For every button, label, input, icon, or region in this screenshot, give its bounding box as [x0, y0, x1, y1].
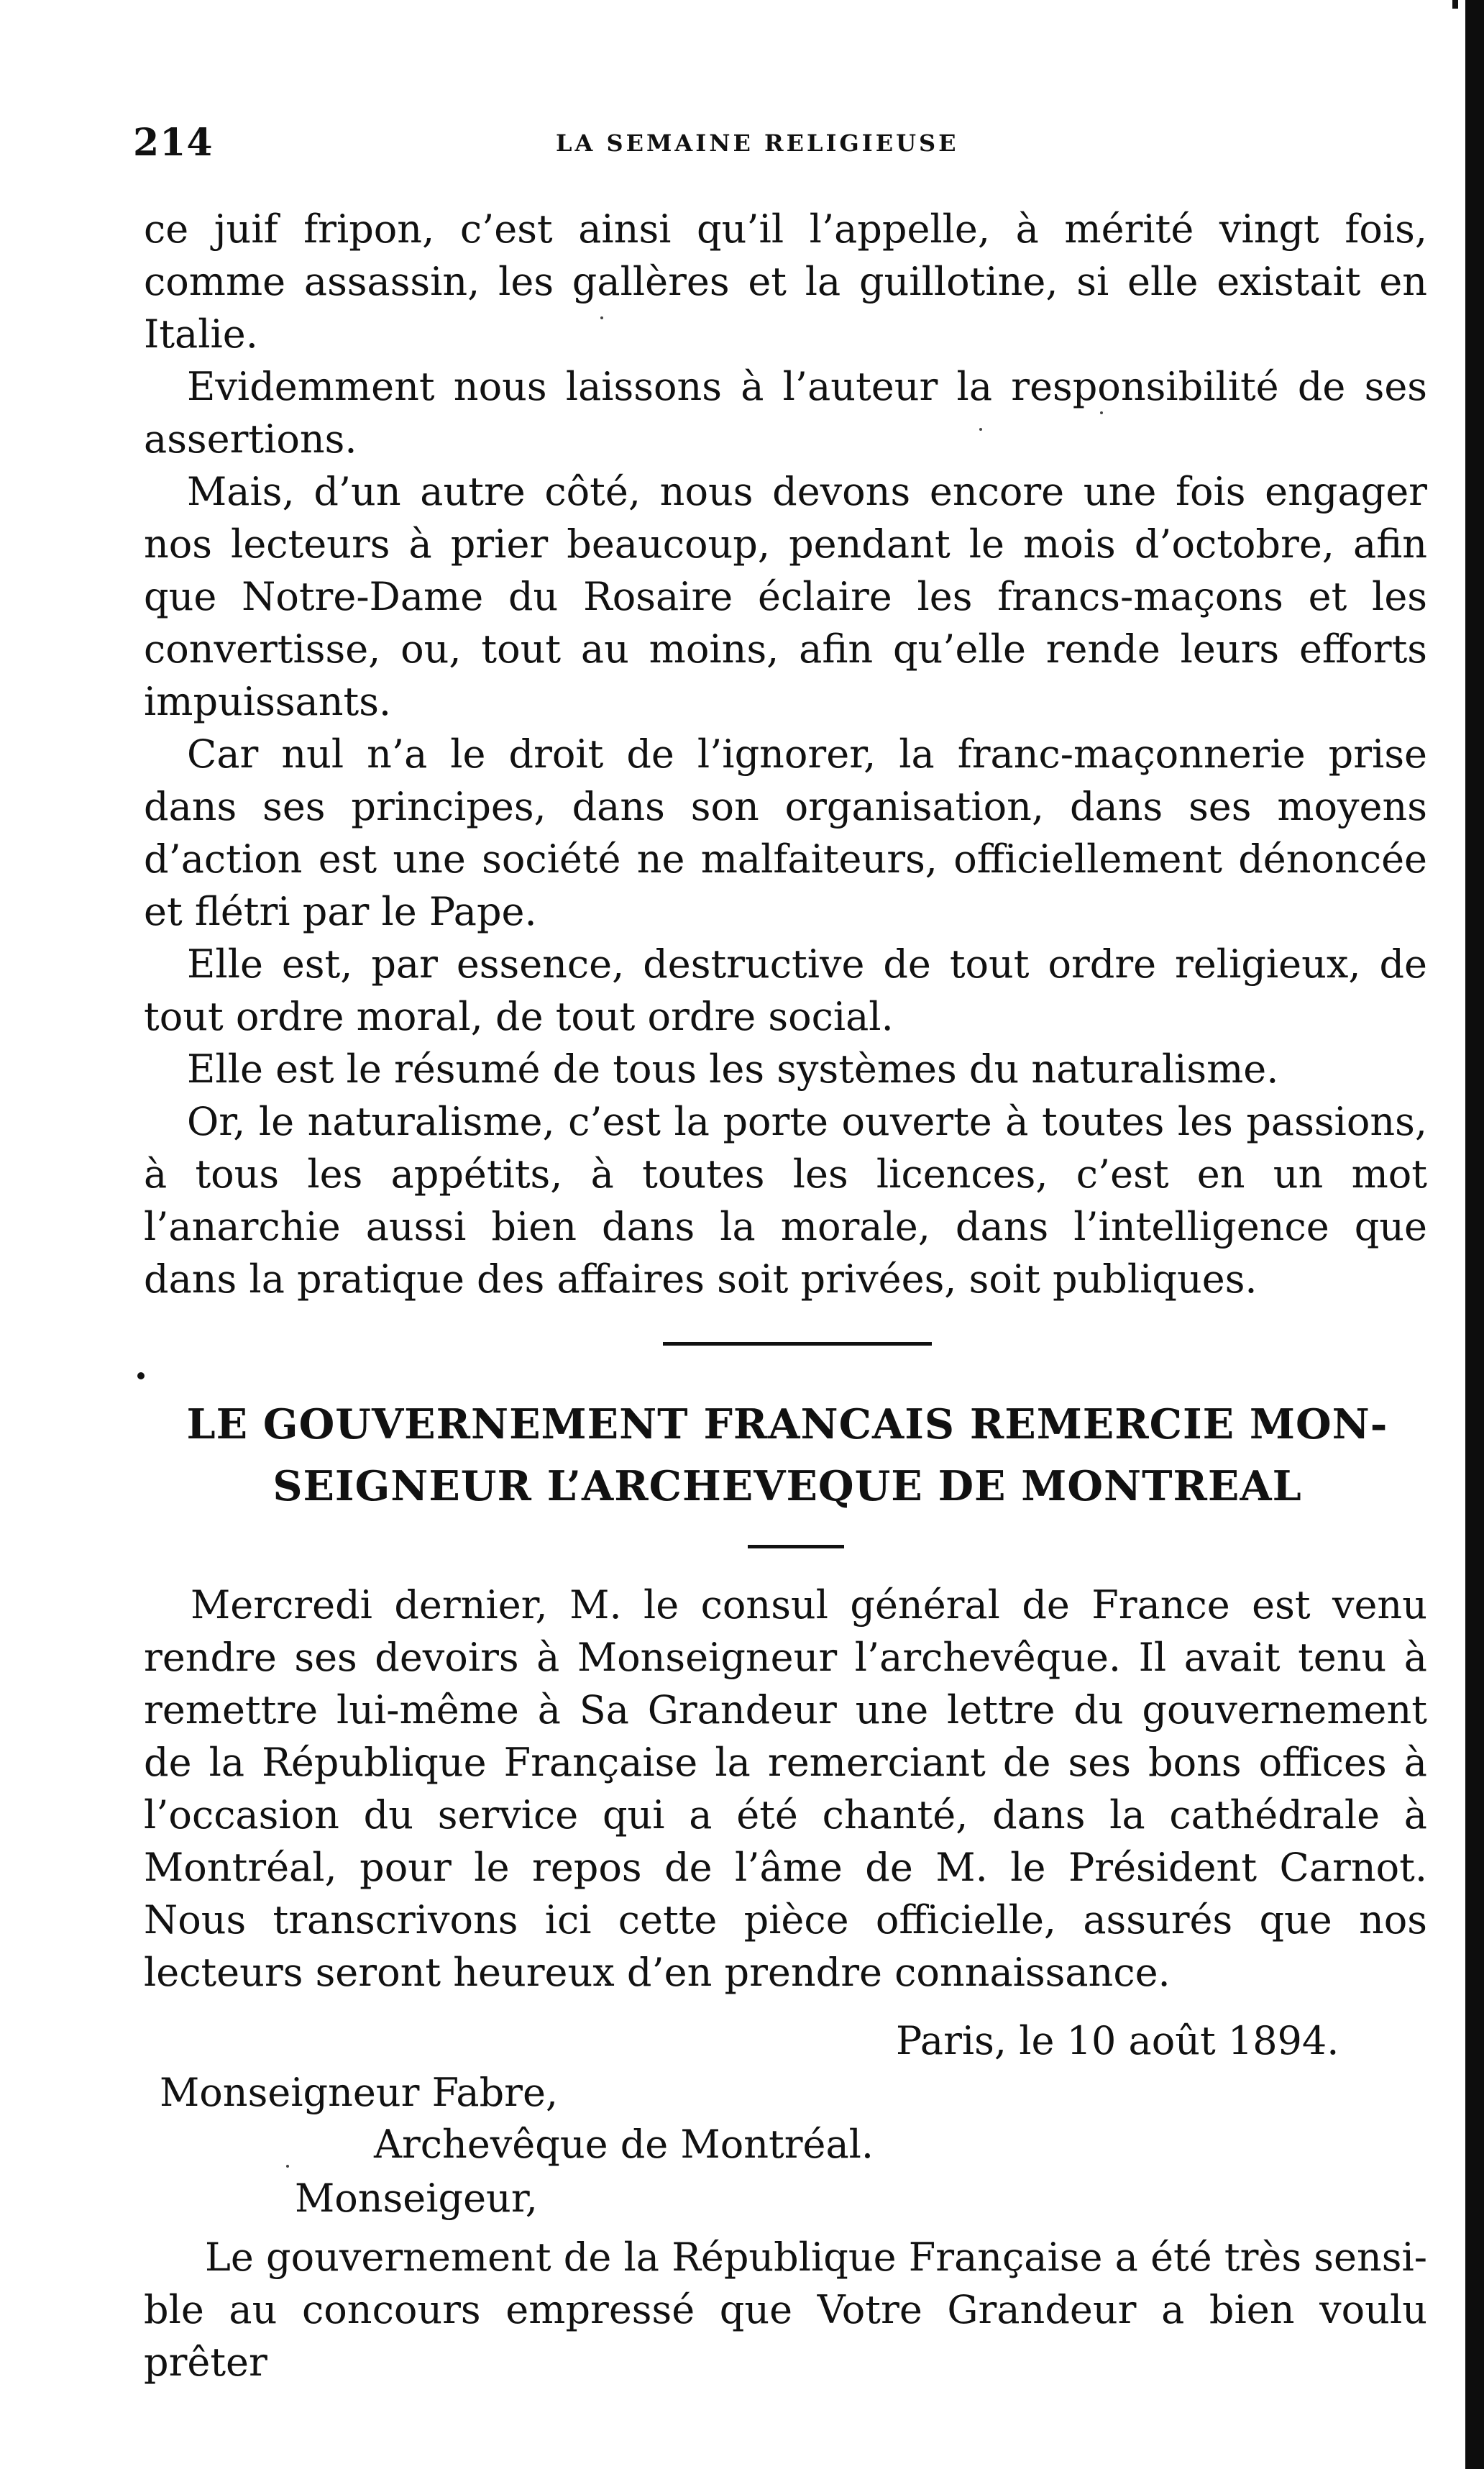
running-title: LA SEMAINE RELIGIEUSE	[556, 129, 959, 157]
paragraph: Or, le naturalisme, c’est la porte ouverte à toutes les passions, à tous les appétits, à toutes les licences, c’est en un mot l’anarchie aussi bien dans la morale, dans l’intelligence que dans la pratique des affaires soit privées, soit publiques.	[144, 1099, 1427, 1302]
ink-speck	[1100, 411, 1103, 414]
letter-line: ble au concours empressé que Votre Grandeur a bien voulu prêter	[144, 2287, 1427, 2385]
ink-speck	[600, 316, 603, 319]
article-continuation	[144, 203, 1427, 1305]
letter-dateline: Paris, le 10 août 1894.	[896, 2018, 1339, 2063]
paragraph: Evidemment nous laissons à l’auteur la responsibilité de ses assertions.	[144, 364, 1427, 462]
headline-line: SEIGNEUR L’ARCHEVEQUE DE MONTREAL	[272, 1462, 1302, 1510]
letter-line: Le gouvernement de la République Française a été très sensi-	[205, 2235, 1427, 2280]
page-header	[133, 121, 1442, 171]
paragraph: ce juif fripon, c’est ainsi qu’il l’appelle, à mérité vingt fois, comme assassin, les gallères et la guillotine, si elle existait en Italie.	[144, 206, 1427, 357]
headline-line: LE GOUVERNEMENT FRANCAIS REMERCIE MON-	[186, 1400, 1388, 1448]
ink-speck	[979, 428, 982, 431]
paragraph: Elle est, par essence, destructive de tout ordre religieux, de tout ordre moral, de tout ordre social.	[144, 941, 1427, 1039]
letter-addressee: Monseigneur Fabre,	[160, 2070, 559, 2115]
ink-speck	[286, 2165, 289, 2168]
paragraph: Mais, d’un autre côté, nous devons encore une fois engager nos lecteurs à prier beaucoup, pendant le mois d’octobre, afin que Notre-Dame du Rosaire éclaire les francs-maçons et les convertisse, ou, tout au moins, afin qu’elle rende leurs efforts impuissants.	[144, 469, 1427, 724]
section-divider	[663, 1342, 932, 1346]
page-number: 214	[133, 121, 214, 165]
article-headline	[140, 1394, 1434, 1518]
scan-mark	[1452, 0, 1458, 9]
ink-speck	[137, 1372, 145, 1379]
paragraph: Elle est le résumé de tous les systèmes du naturalisme.	[187, 1046, 1279, 1092]
paragraph: Mercredi dernier, M. le consul général de France est venu rendre ses devoirs à Monseigneur l’archevêque. Il avait tenu à remettre lui-même à Sa Grandeur une lettre du gouvernement de la République Française la remerciant de ses bons offices à l’occasion du service qui a été chanté, dans la cathédrale à Montréal, pour le repos de l’âme de M. le Président Carnot. Nous transcrivons ici cette pièce officielle, assurés que nos lecteurs seront heureux d’en prendre connaissance.	[144, 1582, 1427, 1995]
paragraph: Car nul n’a le droit de l’ignorer, la franc-maçonnerie prise dans ses principes, dans son organisation, dans ses moyens d’action est une société ne malfaiteurs, officiellement dénoncée et flétri par le Pape.	[144, 731, 1427, 934]
letter-greeting: Monseigeur,	[295, 2176, 538, 2221]
letter-addressee-title: Archevêque de Montréal.	[374, 2122, 874, 2167]
headline-divider	[748, 1545, 844, 1548]
article-intro	[144, 1579, 1427, 1999]
page-edge-shadow	[1465, 0, 1484, 2469]
letter-body	[144, 2231, 1427, 2388]
